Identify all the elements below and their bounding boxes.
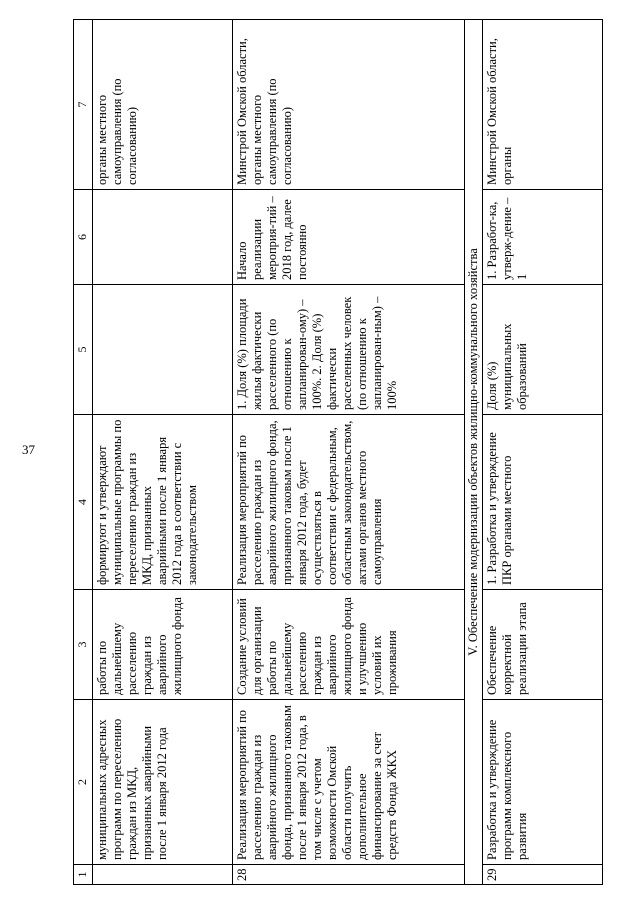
header-cell: 6 xyxy=(74,190,93,285)
table-cell: Минстрой Омской области, органы местного самоуправления (по согласованию) xyxy=(233,20,465,190)
table-row-29 xyxy=(483,20,603,885)
header-cell: 3 xyxy=(74,590,93,700)
table-cell: Реализация мероприятий по расселению граждан из аварийного жилищного фонда, признанного таковым после 1 января 2012 года, будет осуществляться в соответствии с федеральным, областным законодательством, актами органов местного самоуправления xyxy=(233,415,465,590)
table-cell: работы по дальнейшему расселению граждан из аварийного жилищного фонда xyxy=(93,590,233,700)
header-cell: 7 xyxy=(74,20,93,190)
table-cell xyxy=(93,865,233,885)
table-cell: Минстрой Омской области, органы xyxy=(483,20,603,190)
table-row-continuation xyxy=(93,20,233,885)
section-heading-row xyxy=(465,20,483,885)
row-number: 29 xyxy=(483,865,603,885)
header-cell: 2 xyxy=(74,700,93,865)
section-heading: V. Обеспечение модернизации объектов жилищно-коммунального хозяйства xyxy=(465,20,483,885)
table-cell: органы местного самоуправления (по согласованию) xyxy=(93,20,233,190)
table-cell: Создание условий для организации работы по дальнейшему расселению граждан из аварийного жилищного фонда и улучшению условий их проживания xyxy=(233,590,465,700)
table-cell: Доля (%) муниципальных образований xyxy=(483,285,603,415)
table-cell: 1. Разработка и утверждение ПКР органами местного xyxy=(483,415,603,590)
header-cell: 5 xyxy=(74,285,93,415)
header-cell: 1 xyxy=(74,865,93,885)
table-cell: Начало реализации мероприя-тий – 2018 год, далее постоянно xyxy=(233,190,465,285)
header-cell: 4 xyxy=(74,415,93,590)
table-row-28 xyxy=(233,20,465,885)
table-cell xyxy=(93,190,233,285)
table-cell: Обеспечение корректной реализации этапа xyxy=(483,590,603,700)
table-cell: 1. Доля (%) площади жилья фактически расселенного (по отношению к запланирован-ому) – 100%. 2. Доля (%) фактически расселенных человек (по отношению к запланирован-ным) – 100% xyxy=(233,285,465,415)
table-cell xyxy=(93,285,233,415)
table-cell: муниципальных адресных программ по переселению граждан из МКД, признанных аварийными после 1 января 2012 года xyxy=(93,700,233,865)
table-cell: 1. Разработ-ка, утверж-дение – 1 xyxy=(483,190,603,285)
header-row xyxy=(74,20,93,885)
table-cell: формируют и утверждают муниципальные программы по переселению граждан из МКД, признанных аварийными после 1 января 2012 года в соответствии с законодательством xyxy=(93,415,233,590)
table-cell: Реализация мероприятий по расселению граждан из аварийного жилищного фонда, признанного таковым после 1 января 2012 года, в том числе с учетом возможности Омской области получить дополнительное финансирование за счет средств Фонда ЖКХ xyxy=(233,700,465,865)
measures-table xyxy=(73,19,603,885)
table-cell: Разработка и утверждение программ комплексного развития xyxy=(483,700,603,865)
row-number: 28 xyxy=(233,865,465,885)
page-number: 37 xyxy=(22,442,35,457)
rotated-table-container xyxy=(73,20,603,885)
